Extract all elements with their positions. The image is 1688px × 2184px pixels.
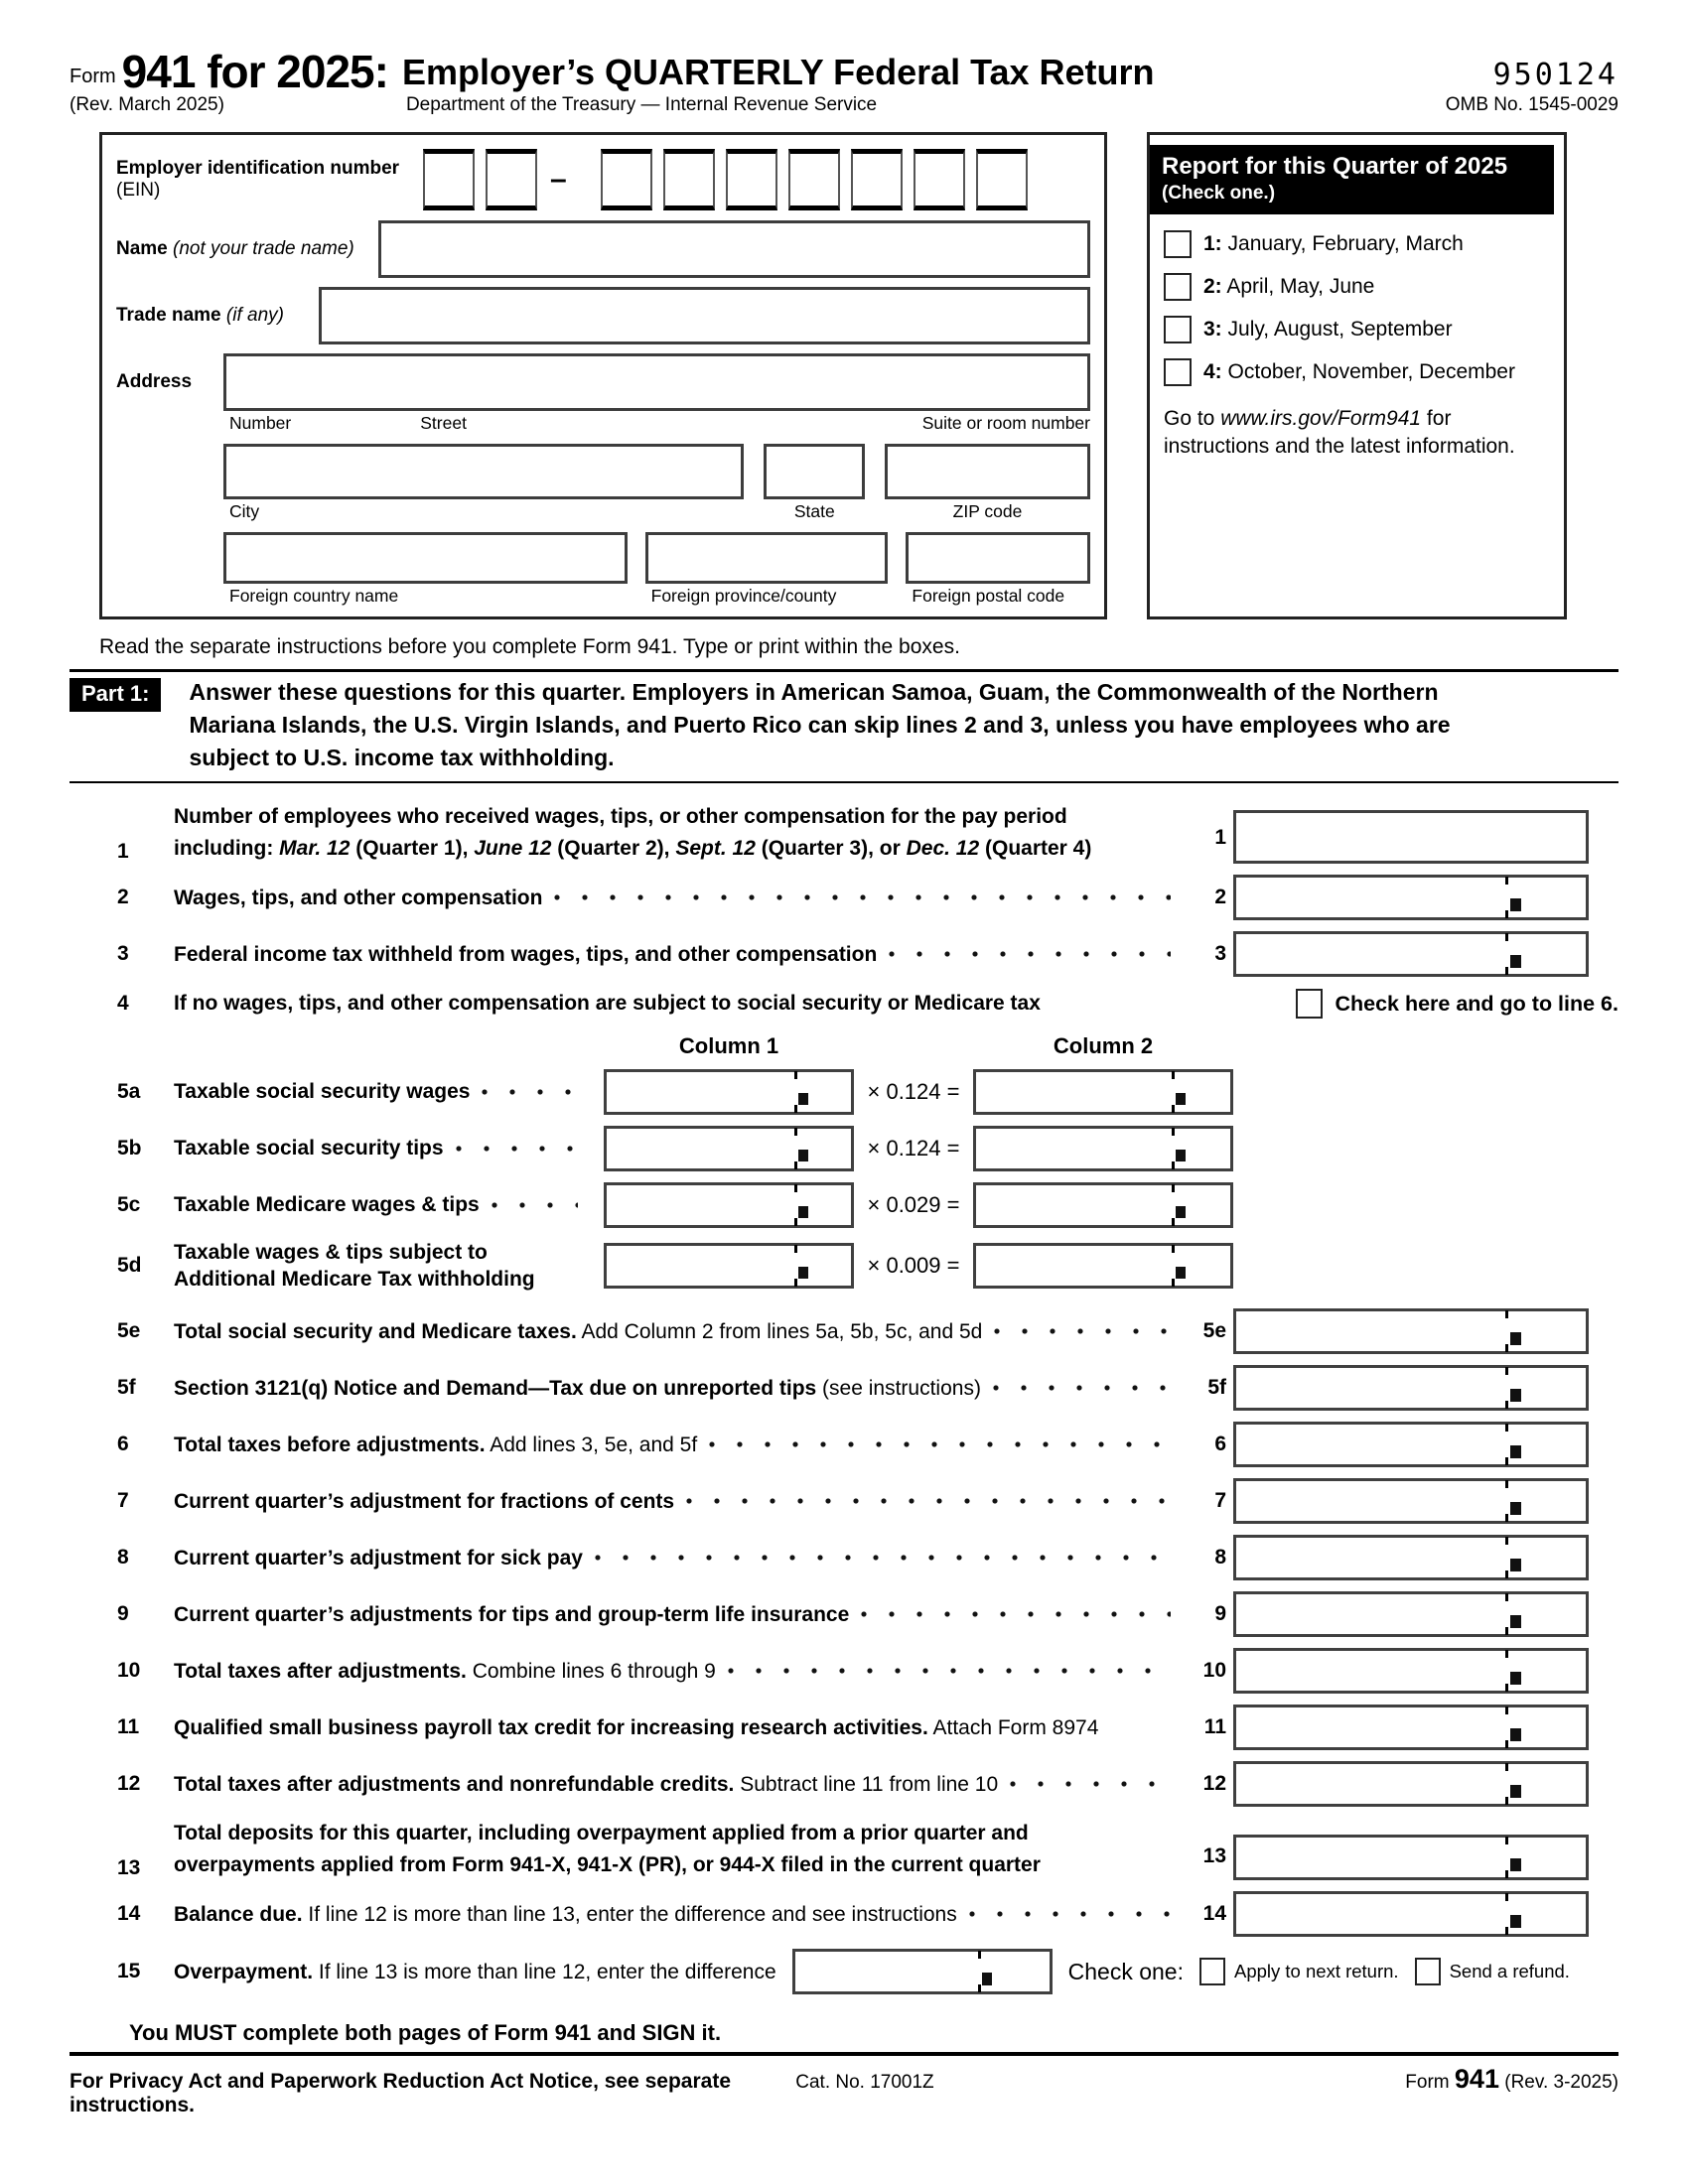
zip-input[interactable] — [885, 444, 1090, 499]
line-9-label: Current quarter’s adjustments for tips and group-term life insurance — [174, 1602, 850, 1626]
line-14-number: 14 — [117, 1902, 141, 1926]
line-1-row — [70, 801, 1618, 864]
line-8-number: 8 — [117, 1546, 129, 1570]
line-11-number: 11 — [117, 1715, 140, 1739]
line-5b-row — [70, 1126, 1618, 1171]
address-label: Address — [116, 371, 193, 393]
ein-dash: – — [550, 163, 567, 197]
line-7-amount-box[interactable] — [1233, 1478, 1589, 1524]
line-8-label: Current quarter’s adjustment for sick pay — [174, 1546, 583, 1570]
quarter-1-checkbox[interactable] — [1164, 230, 1192, 258]
line-14-amount-box[interactable] — [1233, 1891, 1589, 1937]
read-instructions-line: Read the separate instructions before you complete Form 941. Type or print within the boxes. — [99, 635, 960, 659]
header-right-block — [1370, 58, 1618, 116]
line-14-label: Balance due. If line 12 is more than line 13, enter the difference and see instructions — [174, 1902, 957, 1926]
street-sublabel: Street — [420, 413, 467, 434]
form-header — [70, 46, 1618, 116]
quarter-select-box — [1147, 132, 1567, 619]
dot-leader — [728, 1668, 1171, 1674]
quarter-2-checkbox[interactable] — [1164, 273, 1192, 301]
line-15-number: 15 — [117, 1960, 141, 1983]
line-8-amount-box[interactable] — [1233, 1535, 1589, 1580]
quarter-option-1 — [1164, 230, 1552, 258]
line-5c-row — [70, 1182, 1618, 1228]
omb-number: OMB No. 1545-0029 — [1445, 94, 1618, 116]
line-3-amount-box[interactable] — [1233, 931, 1589, 977]
line-2-row — [70, 875, 1618, 920]
line-7-label: Current quarter’s adjustment for fractions of cents — [174, 1489, 675, 1513]
address-input[interactable] — [223, 353, 1090, 411]
line-5c-col2-box[interactable] — [973, 1182, 1233, 1228]
privacy-act-note: For Privacy Act and Paperwork Reduction Act Notice, see separate instructions. — [70, 2070, 732, 2117]
line-12-right-number: 12 — [1202, 1772, 1226, 1796]
line-5f-number: 5f — [117, 1376, 136, 1400]
line-10-amount-box[interactable] — [1233, 1648, 1589, 1694]
line-4-label: If no wages, tips, and other compensation are subject to social security or Medicare tax — [174, 992, 1041, 1016]
line-7-number: 7 — [117, 1489, 129, 1513]
line-13-amount-box[interactable] — [1233, 1835, 1589, 1880]
city-input[interactable] — [223, 444, 744, 499]
name-input[interactable] — [378, 220, 1090, 278]
quarter-option-4 — [1164, 358, 1552, 386]
line-11-right-number: 11 — [1203, 1715, 1226, 1739]
line-5a-row — [70, 1069, 1618, 1115]
line-5a-multiplier: × 0.124 = — [867, 1078, 960, 1104]
line-12-amount-box[interactable] — [1233, 1761, 1589, 1807]
overpayment-apply-label: Apply to next return. — [1234, 1961, 1399, 1982]
ein-digit-box[interactable] — [726, 149, 777, 210]
ein-digit-box[interactable] — [663, 149, 715, 210]
ein-digit-box[interactable] — [914, 149, 965, 210]
must-complete-note: You MUST complete both pages of Form 941 and SIGN it. — [129, 2020, 722, 2046]
line-13-label: Total deposits for this quarter, including overpayment applied from a prior quarter and overpayments applied from Form 941-X, 941-X (PR), or 944-X filed in the current quarter — [174, 1822, 1041, 1876]
dot-leader — [969, 1911, 1171, 1917]
line-9-right-number: 9 — [1214, 1602, 1226, 1626]
line-12-label: Total taxes after adjustments and nonrefundable credits. Subtract line 11 from line 10 — [174, 1772, 999, 1796]
form-title-block — [401, 52, 1370, 116]
line-5f-label: Section 3121(q) Notice and Demand—Tax due on unreported tips (see instructions) — [174, 1376, 981, 1400]
line-10-number: 10 — [117, 1659, 141, 1683]
foreign-country-input[interactable] — [223, 532, 628, 584]
part1-bottom-rule — [70, 781, 1618, 783]
city-sublabel: City — [229, 501, 260, 522]
line-10-label: Total taxes after adjustments. Combine lines 6 through 9 — [174, 1659, 716, 1683]
line-15-amount-box[interactable] — [792, 1949, 1053, 1994]
foreign-postal-sublabel: Foreign postal code — [912, 586, 1065, 607]
foreign-postal-input[interactable] — [906, 532, 1090, 584]
suite-sublabel: Suite or room number — [921, 413, 1090, 434]
overpayment-apply-checkbox[interactable] — [1199, 1958, 1225, 1985]
line-5a-label: Taxable social security wages — [174, 1080, 471, 1104]
line-5a-number: 5a — [117, 1079, 141, 1103]
catalog-number: Cat. No. 17001Z — [795, 2072, 934, 2094]
line-5c-number: 5c — [117, 1192, 141, 1216]
line-5e-right-number: 5e — [1202, 1319, 1226, 1343]
line-5f-right-number: 5f — [1207, 1376, 1226, 1400]
line-5a-col2-box[interactable] — [973, 1069, 1233, 1115]
ein-digit-box[interactable] — [788, 149, 840, 210]
form-revision-footer: Form 941 (Rev. 3-2025) — [1405, 2064, 1618, 2095]
line-3-row — [70, 931, 1618, 977]
state-sublabel: State — [793, 501, 835, 522]
line-2-label: Wages, tips, and other compensation — [174, 886, 543, 909]
line-3-number: 3 — [117, 942, 129, 966]
trade-name-input[interactable] — [319, 287, 1090, 344]
quarter-4-checkbox[interactable] — [1164, 358, 1192, 386]
part1-instructions: Answer these questions for this quarter. Employers in American Samoa, Guam, the Commonwealth of the Northern Mariana Islands, the U.S. Virgin Islands, and Puerto Rico can skip lines 2 and 3, unless you have employees who are subject to U.S. income tax withholding. — [189, 679, 1451, 770]
ein-digit-box[interactable] — [851, 149, 903, 210]
dot-leader — [994, 1328, 1171, 1334]
line-1-right-number: 1 — [1214, 826, 1226, 850]
line-6-right-number: 6 — [1214, 1433, 1226, 1456]
employer-info-box — [99, 132, 1107, 619]
quarter-4-label: 4: October, November, December — [1203, 360, 1515, 384]
foreign-province-input[interactable] — [645, 532, 889, 584]
line-13-row — [70, 1818, 1618, 1880]
part1-header — [70, 672, 1618, 773]
line-7-right-number: 7 — [1214, 1489, 1226, 1513]
line-12-number: 12 — [117, 1772, 141, 1796]
line-14-row — [70, 1891, 1618, 1937]
dot-leader — [709, 1441, 1171, 1447]
line-15-check-one-label: Check one: — [1067, 1958, 1184, 1984]
line-8-right-number: 8 — [1214, 1546, 1226, 1570]
line-5e-label: Total social security and Medicare taxes. Add Column 2 from lines 5a, 5b, 5c, and 5d — [174, 1319, 983, 1343]
page-title: Employer’s QUARTERLY Federal Tax Return — [401, 52, 1155, 93]
form-word: Form — [70, 66, 116, 88]
line-5b-multiplier: × 0.124 = — [867, 1135, 960, 1160]
line-5b-label: Taxable social security tips — [174, 1137, 444, 1160]
trade-name-label: Trade name (if any) — [116, 305, 284, 327]
line-9-number: 9 — [117, 1602, 129, 1626]
line-5e-row — [70, 1308, 1618, 1354]
line-5d-col1-box[interactable] — [604, 1243, 854, 1289]
quarter-box-title: Report for this Quarter of 2025 — [1162, 153, 1508, 181]
quarter-option-2 — [1164, 273, 1552, 301]
line-4-row — [70, 988, 1618, 1020]
state-input[interactable] — [764, 444, 865, 499]
ein-digit-box[interactable] — [976, 149, 1028, 210]
footer-row — [70, 2064, 1618, 2117]
line-4-checkbox[interactable] — [1296, 989, 1323, 1019]
line-5c-col1-box[interactable] — [604, 1182, 854, 1228]
line-13-number: 13 — [117, 1856, 141, 1880]
dot-leader — [595, 1555, 1171, 1561]
column-2-header: Column 2 — [1053, 1032, 1154, 1058]
line-12-row — [70, 1761, 1618, 1807]
line-6-label: Total taxes before adjustments. Add lines 3, 5e, and 5f — [174, 1433, 698, 1456]
revision-date: (Rev. March 2025) — [70, 94, 224, 116]
line-4-check-label: Check here and go to line 6. — [1335, 991, 1618, 1016]
ein-label: Employer identification number (EIN) — [116, 158, 400, 202]
quarter-2-label: 2: April, May, June — [1203, 275, 1375, 299]
line-5b-number: 5b — [117, 1136, 142, 1160]
line-2-amount-box[interactable] — [1233, 875, 1589, 920]
line-5c-multiplier: × 0.029 = — [867, 1191, 960, 1217]
form-barcode-number: 950124 — [1492, 58, 1618, 93]
dot-leader — [993, 1385, 1171, 1391]
quarter-option-3 — [1164, 316, 1552, 343]
dot-leader — [554, 894, 1171, 900]
line-5e-number: 5e — [117, 1319, 141, 1343]
line-15-row — [70, 1949, 1618, 1994]
part1-chip: Part 1: — [70, 678, 161, 712]
line-2-right-number: 2 — [1214, 886, 1226, 909]
line-15-label: Overpayment. If line 13 is more than line 12, enter the difference — [174, 1960, 776, 1983]
line-13-right-number: 13 — [1202, 1844, 1226, 1868]
line-5d-label: Taxable wages & tips subject to Additional Medicare Tax withholding — [174, 1240, 535, 1292]
city-sublabels — [223, 501, 1090, 522]
foreign-country-sublabel: Foreign country name — [229, 586, 399, 607]
quarter-3-label: 3: July, August, September — [1203, 318, 1453, 341]
line-5d-col2-box[interactable] — [973, 1243, 1233, 1289]
ein-digit-box[interactable] — [423, 149, 475, 210]
column-1-header: Column 1 — [678, 1032, 779, 1058]
quarter-box-subtitle: (Check one.) — [1162, 183, 1276, 205]
number-sublabel: Number — [229, 413, 292, 434]
line-5b-col1-box[interactable] — [604, 1126, 854, 1171]
dot-leader — [1010, 1781, 1171, 1787]
line-6-number: 6 — [117, 1433, 129, 1456]
line-4-number: 4 — [117, 992, 129, 1016]
dot-leader — [686, 1498, 1171, 1504]
line-5c-label: Taxable Medicare wages & tips — [174, 1193, 480, 1217]
line-5d-row — [70, 1239, 1618, 1294]
line-3-label: Federal income tax withheld from wages, tips, and other compensation — [174, 942, 878, 966]
foreign-province-sublabel: Foreign province/county — [650, 586, 837, 607]
name-label: Name (not your trade name) — [116, 238, 354, 260]
line-5a-col1-box[interactable] — [604, 1069, 854, 1115]
line-5b-col2-box[interactable] — [973, 1126, 1233, 1171]
line-10-row — [70, 1648, 1618, 1694]
line-1-amount-box[interactable] — [1233, 810, 1589, 864]
line-5d-multiplier: × 0.009 = — [867, 1253, 960, 1279]
line-11-amount-box[interactable] — [1233, 1705, 1589, 1750]
form-number-title: 941 for 2025: — [121, 46, 388, 97]
line-11-row — [70, 1705, 1618, 1750]
form-id-block — [70, 46, 388, 116]
zip-sublabel: ZIP code — [952, 501, 1023, 522]
line-10-right-number: 10 — [1202, 1659, 1226, 1683]
line-6-amount-box[interactable] — [1233, 1422, 1589, 1467]
line-1-number: 1 — [117, 840, 129, 864]
footer-rule — [70, 2052, 1618, 2056]
line-3-right-number: 3 — [1214, 942, 1226, 966]
quarter-1-label: 1: January, February, March — [1203, 232, 1464, 256]
quarter-3-checkbox[interactable] — [1164, 316, 1192, 343]
line-7-row — [70, 1478, 1618, 1524]
line-9-row — [70, 1591, 1618, 1637]
line-9-amount-box[interactable] — [1233, 1591, 1589, 1637]
dot-leader — [482, 1089, 578, 1095]
line-11-label: Qualified small business payroll tax credit for increasing research activities. Attach Form 8974 — [174, 1715, 1099, 1739]
overpayment-refund-label: Send a refund. — [1449, 1961, 1570, 1982]
ein-digit-box[interactable] — [601, 149, 652, 210]
line-5f-amount-box[interactable] — [1233, 1365, 1589, 1411]
dot-leader — [456, 1146, 578, 1152]
address-sublabels — [223, 413, 1090, 434]
overpayment-refund-checkbox[interactable] — [1415, 1958, 1441, 1985]
line-14-right-number: 14 — [1202, 1902, 1226, 1926]
line-5e-amount-box[interactable] — [1233, 1308, 1589, 1354]
line-6-row — [70, 1422, 1618, 1467]
column-headers — [70, 1033, 1618, 1059]
dot-leader — [492, 1202, 578, 1208]
line-8-row — [70, 1535, 1618, 1580]
quarter-box-header — [1150, 145, 1554, 214]
ein-digit-box[interactable] — [486, 149, 537, 210]
line-2-number: 2 — [117, 886, 129, 909]
line-5d-number: 5d — [117, 1254, 142, 1278]
quarter-goto-text: Go to www.irs.gov/Form941 for instructions and the latest information. — [1164, 407, 1515, 458]
line-1-label: Number of employees who received wages, tips, or other compensation for the pay period including: Mar. 12 (Quarter 1), June 12 (Quarter 2), Sept. 12 (Quarter 3), or Dec. 12 (Quarter 4) — [174, 805, 1092, 860]
dot-leader — [861, 1611, 1171, 1617]
foreign-sublabels — [223, 586, 1090, 607]
department-line: Department of the Treasury — Internal Revenue Service — [405, 94, 878, 116]
line-5f-row — [70, 1365, 1618, 1411]
dot-leader — [889, 951, 1171, 957]
